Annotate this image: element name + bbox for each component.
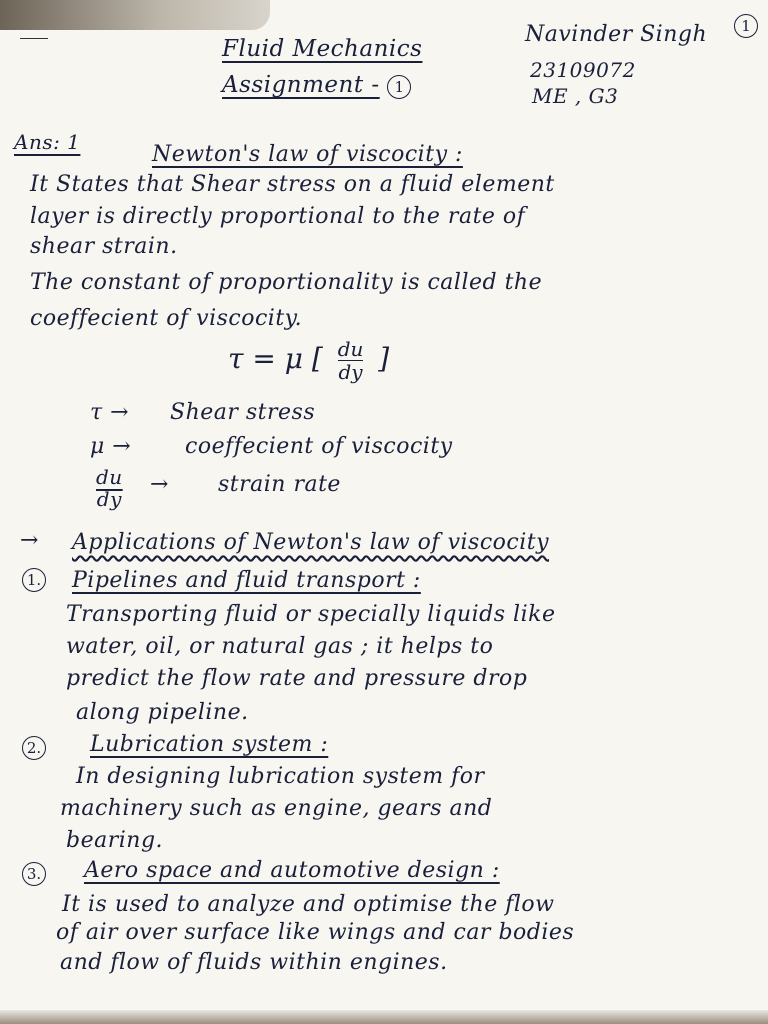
item-line: machinery such as engine, gears and (60, 796, 493, 821)
applications-heading: Applications of Newton's law of viscocity (72, 530, 550, 555)
roll-number: 23109072 (530, 58, 636, 82)
item-line: water, oil, or natural gas ; it helps to (66, 634, 494, 659)
item-line: Transporting fluid or specially liquids like (66, 602, 556, 627)
student-name: Navinder Singh (525, 22, 708, 47)
branch-group: ME , G3 (532, 84, 619, 108)
item-line: In designing lubrication system for (76, 764, 485, 789)
item-number-badge (22, 568, 46, 592)
legend-symbol: μ → (90, 434, 132, 459)
item-line: and flow of fluids within engines. (60, 950, 448, 975)
item-number: 2. (22, 736, 46, 760)
answer-heading: Newton's law of viscocity : (152, 142, 463, 167)
formula-numerator: du (337, 337, 364, 361)
legend-meaning: Shear stress (170, 400, 316, 425)
item-title: Pipelines and fluid transport : (72, 568, 421, 593)
page-number: 1 (734, 14, 758, 38)
margin-mark (20, 38, 48, 39)
item-title: Aero space and automotive design : (84, 858, 500, 883)
item-number: 3. (22, 862, 46, 886)
formula-fraction (338, 338, 364, 383)
strain-fraction (96, 466, 123, 510)
legend-meaning: coeffecient of viscocity (185, 434, 453, 459)
arrow-bullet: → (20, 528, 39, 553)
legend-symbol-fraction (96, 466, 123, 510)
item-line: of air over surface like wings and car bodies (56, 920, 575, 945)
legend-symbol: τ → (90, 400, 130, 425)
strain-numerator: du (96, 465, 123, 489)
assignment-number: 1 (387, 75, 411, 99)
page-number-badge (734, 14, 758, 38)
formula-lhs: τ = μ [ (228, 342, 323, 375)
answer-line: The constant of proportionality is called the (30, 270, 543, 295)
page-bottom-edge (0, 1010, 768, 1024)
item-line: bearing. (66, 828, 164, 853)
answer-line: It States that Shear stress on a fluid element (30, 172, 555, 197)
item-title: Lubrication system : (90, 732, 329, 757)
answer-line: coeffecient of viscocity. (30, 306, 303, 331)
answer-line: layer is directly proportional to the rate of (30, 204, 526, 229)
formula-denominator: dy (338, 360, 363, 384)
item-number: 1. (22, 568, 46, 592)
strain-denominator: dy (96, 487, 122, 511)
item-number-badge (22, 736, 46, 760)
page-corner-shadow (0, 0, 270, 30)
course-title: Fluid Mechanics (222, 36, 423, 62)
formula-rhs: ] (378, 342, 390, 375)
item-line: along pipeline. (76, 700, 249, 725)
viscosity-formula (228, 338, 389, 383)
assignment-line (222, 74, 411, 99)
legend-meaning: strain rate (218, 472, 341, 497)
item-line: predict the flow rate and pressure drop (66, 666, 528, 691)
legend-arrow: → (150, 472, 169, 497)
answer-label: Ans: 1 (14, 130, 81, 154)
answer-line: shear strain. (30, 234, 178, 259)
item-number-badge (22, 862, 46, 886)
assignment-label: Assignment - (222, 72, 380, 98)
item-line: It is used to analyze and optimise the flow (62, 892, 555, 917)
